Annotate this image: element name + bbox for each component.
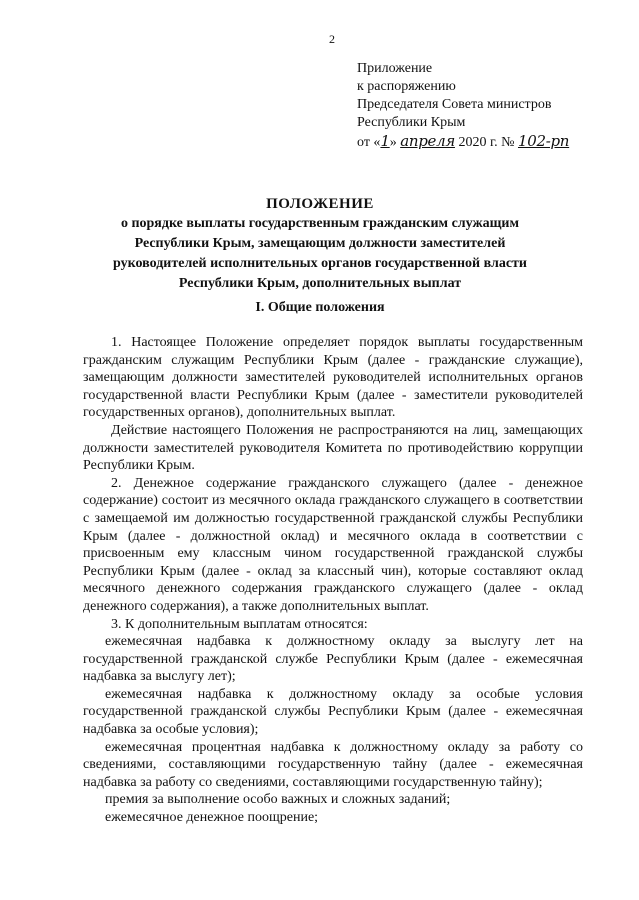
section-heading: I. Общие положения [255,300,385,315]
list-item: ежемесячное денежное поощрение; [105,810,319,826]
list-item: ежемесячная процентная надбавка к должностному окладу за работу со сведениями, составляющими государственную тайну (далее - ежемесячная надбавка за работу со сведениями, составляющими государственную тайну); [83,739,583,790]
page-number: 2 [329,32,335,46]
title-line: Республики Крым, замещающим должности заместителей [134,236,506,251]
appendix-line: Республики Крым [357,115,466,130]
appendix-line: Председателя Совета министров [357,97,552,112]
document-body [83,334,583,827]
paragraph: 1. Настоящее Положение определяет порядок выплаты государственным гражданским служащим Республики Крым (далее - гражданские служащие), замещающим должности заместителей руководителей исполнительных органов государственной власти Республики Крым (далее - заместители руководителей государственных органов), дополнительных выплат. [83,335,583,421]
list-item: премия за выполнение особо важных и сложных заданий; [105,792,451,808]
appendix-line: Приложение [357,61,433,76]
handwritten-day: 1 [380,132,390,150]
paragraph: 2. Денежное содержание гражданского служащего (далее - денежное содержание) состоит из месячного оклада гражданского служащего в соответствии с замещаемой им должностью государственной гражданской службы Республики Крым (далее - должностной оклад) и месячного оклада в соответствии с присвоенным ему классным чином государственной гражданской службы Республики Крым (далее - оклад за классный чин), которые составляют оклад месячного денежного содержания гражданского служащего (далее - оклад денежного содержания), а также дополнительных выплат. [83,475,583,614]
appendix-block [357,60,569,152]
title-line: Республики Крым, дополнительных выплат [178,276,462,291]
paragraph: Действие настоящего Положения не распространяются на лиц, замещающих должности заместителей руководителя Комитета по противодействию коррупции Республики Крым. [83,422,583,474]
title-line: о порядке выплаты государственным гражданским служащим [120,216,520,231]
document-title [70,194,570,294]
date-prefix: от « [357,135,381,150]
appendix-date-line [357,132,569,152]
paragraph: 3. К дополнительным выплатам относятся: [111,616,368,632]
appendix-line: к распоряжению [357,79,456,94]
title-line: руководителей исполнительных органов государственной власти [113,256,527,271]
list-item: ежемесячная надбавка к должностному окладу за особые условия государственной гражданской службы Республики Крым (далее - ежемесячная надбавка за особые условия); [83,686,583,738]
handwritten-number: 102-рп [517,132,570,150]
handwritten-month: апреля [400,132,455,150]
date-year: 2020 г. № [458,135,515,150]
title-heading: ПОЛОЖЕНИЕ [266,196,374,212]
list-item: ежемесячная надбавка к должностному окладу за выслугу лет на государственной гражданской службе Республики Крым (далее - ежемесячная надбавка за выслугу лет); [83,634,583,685]
date-mid: » [389,135,397,150]
